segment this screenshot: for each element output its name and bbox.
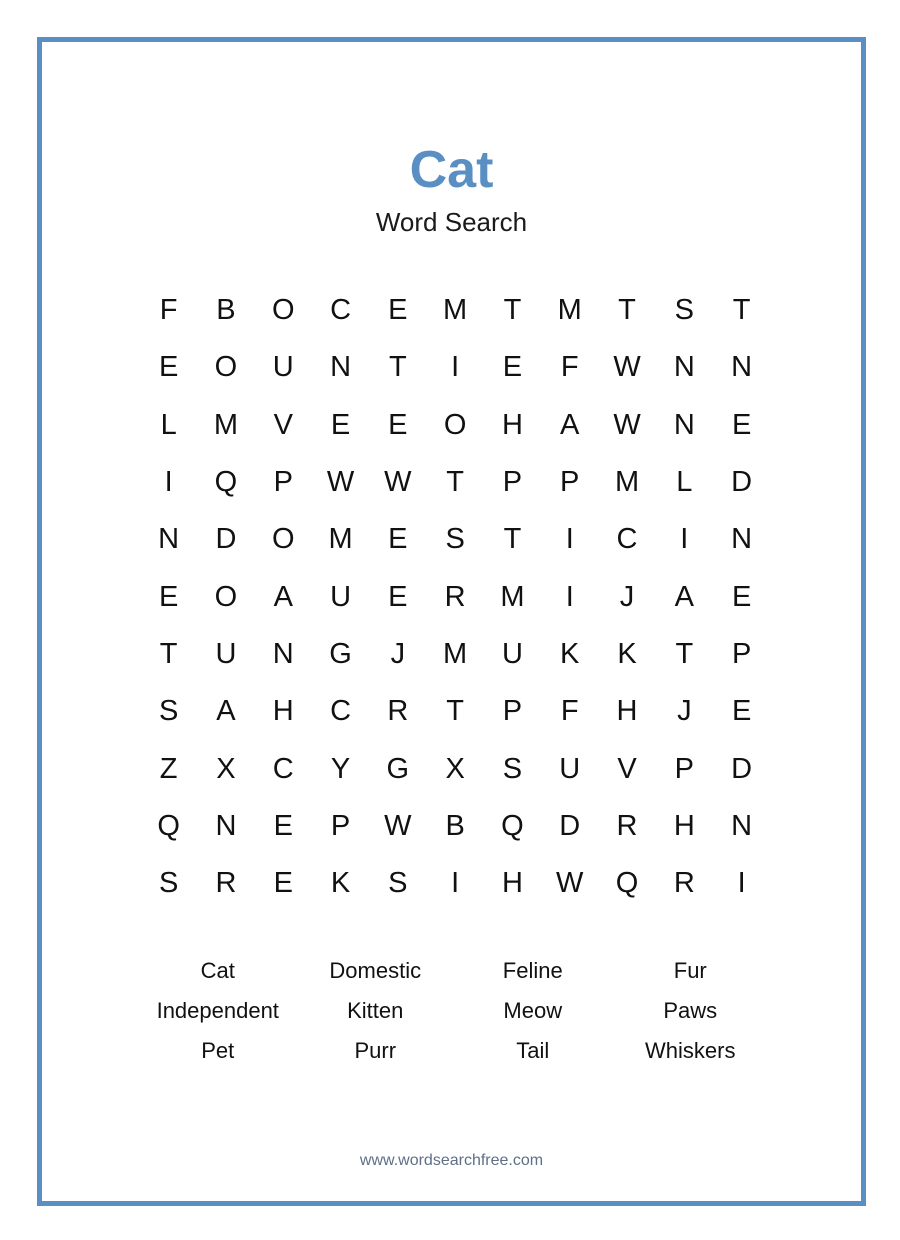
grid-cell: C (330, 695, 352, 728)
word-list-item: Purr (354, 1038, 397, 1063)
grid-cell: P (273, 466, 293, 499)
grid-cell: I (451, 867, 460, 900)
grid-cell: I (565, 523, 574, 556)
grid-cell: M (328, 523, 353, 556)
word-list-item: Paws (663, 998, 718, 1023)
grid-cell: E (731, 580, 752, 613)
grid-cell: D (215, 523, 237, 556)
grid-cell: L (676, 466, 693, 499)
grid-cell: I (565, 580, 574, 613)
grid-cell: N (158, 523, 180, 556)
word-list-item: Tail (516, 1038, 550, 1063)
grid-cell: E (330, 408, 351, 441)
grid-cell: P (330, 809, 351, 842)
grid-cell: R (215, 867, 237, 900)
puzzle-title: Cat (409, 141, 494, 199)
grid-cell: Q (501, 809, 524, 842)
grid-cell: C (616, 523, 638, 556)
grid-cell: E (388, 408, 408, 441)
grid-cell: X (216, 752, 236, 785)
grid-cell: Q (214, 466, 238, 499)
grid-cell: X (445, 752, 465, 785)
grid-cell: D (731, 752, 753, 785)
word-list (139, 951, 769, 1071)
grid-cell: L (160, 408, 177, 441)
grid-cell: S (158, 867, 179, 900)
grid-cell: K (330, 867, 351, 900)
grid-cell: U (330, 580, 352, 613)
grid-cell: F (560, 695, 579, 728)
grid-cell: C (272, 752, 294, 785)
grid-cell: H (673, 809, 695, 842)
grid-cell: M (500, 580, 525, 613)
grid-cell: T (388, 351, 407, 384)
word-list-item: Fur (673, 958, 707, 983)
grid-cell: G (329, 637, 352, 670)
grid-cell: P (502, 466, 523, 499)
grid-cell: E (731, 695, 752, 728)
grid-cell: S (674, 294, 694, 327)
grid-cell: E (731, 408, 752, 441)
grid-cell: H (272, 695, 294, 728)
grid-cell: S (158, 695, 179, 728)
grid-cell: E (388, 523, 408, 556)
grid-cell: N (330, 351, 352, 384)
grid-cell: O (214, 351, 238, 384)
grid-cell: E (502, 351, 523, 384)
grid-cell: R (673, 867, 695, 900)
grid-cell: N (731, 351, 753, 384)
grid-cell: T (503, 523, 522, 556)
grid-cell: G (386, 752, 410, 785)
grid-cell: I (451, 351, 460, 384)
grid-cell: W (556, 867, 584, 900)
grid-cell: R (444, 580, 466, 613)
grid-cell: T (446, 466, 464, 499)
word-list-item: Cat (200, 958, 235, 983)
grid-cell: S (445, 523, 465, 556)
grid-cell: N (731, 523, 753, 556)
grid-cell: E (158, 580, 179, 613)
grid-cell: R (616, 809, 638, 842)
grid-cell: E (158, 351, 179, 384)
grid-cell: M (213, 408, 239, 441)
grid-cell: S (388, 867, 408, 900)
grid-cell: U (272, 351, 294, 384)
grid-cell: J (677, 695, 692, 728)
grid-cell: M (614, 466, 640, 499)
grid-cell: F (560, 351, 579, 384)
grid-cell: P (502, 695, 523, 728)
word-list-item: Kitten (347, 998, 404, 1023)
grid-cell: I (737, 867, 746, 900)
footer-url: www.wordsearchfree.com (359, 1152, 544, 1169)
letter-grid (140, 282, 770, 912)
grid-cell: W (326, 466, 355, 499)
grid-cell: Q (615, 867, 639, 900)
grid-cell: O (271, 523, 295, 556)
grid-cell: H (501, 867, 523, 900)
grid-cell: T (732, 294, 751, 327)
grid-cell: B (445, 809, 465, 842)
grid-cell: T (503, 294, 522, 327)
word-list-item: Meow (503, 998, 563, 1023)
grid-cell: M (443, 294, 468, 327)
grid-cell: T (618, 294, 636, 327)
grid-cell: O (271, 294, 295, 327)
grid-cell: M (557, 294, 582, 327)
grid-cell: R (387, 695, 409, 728)
grid-cell: N (731, 809, 753, 842)
grid-cell: K (617, 637, 637, 670)
grid-cell: P (731, 637, 752, 670)
grid-cell: W (384, 466, 412, 499)
grid-cell: U (559, 752, 581, 785)
grid-cell: W (613, 408, 641, 441)
grid-cell: Y (330, 752, 351, 785)
grid-cell: J (619, 580, 635, 613)
word-list-item: Domestic (329, 958, 422, 983)
grid-cell: H (501, 408, 523, 441)
grid-cell: D (559, 809, 581, 842)
grid-cell: M (443, 637, 468, 670)
grid-cell: P (674, 752, 694, 785)
grid-cell: U (501, 637, 523, 670)
grid-cell: T (446, 695, 464, 728)
grid-cell: I (680, 523, 689, 556)
grid-cell: E (388, 294, 408, 327)
grid-cell: W (613, 351, 641, 384)
word-list-item: Independent (156, 998, 279, 1023)
grid-cell: C (330, 294, 352, 327)
grid-cell: F (159, 294, 178, 327)
grid-cell: V (273, 408, 293, 441)
grid-cell: T (159, 637, 178, 670)
grid-cell: O (443, 408, 467, 441)
grid-cell: O (214, 580, 238, 613)
grid-cell: E (273, 809, 293, 842)
grid-cell: K (560, 637, 580, 670)
grid-cell: P (560, 466, 580, 499)
grid-cell: V (617, 752, 637, 785)
grid-cell: D (731, 466, 753, 499)
word-list-item: Pet (201, 1038, 235, 1063)
grid-cell: A (216, 695, 236, 728)
grid-cell: N (673, 351, 695, 384)
grid-cell: Z (159, 752, 178, 785)
grid-cell: A (674, 580, 694, 613)
grid-cell: Q (157, 809, 180, 842)
grid-cell: J (390, 637, 406, 670)
grid-cell: I (164, 466, 173, 499)
grid-cell: N (272, 637, 294, 670)
puzzle-sheet (37, 37, 866, 1206)
grid-cell: N (673, 408, 695, 441)
grid-cell: S (502, 752, 523, 785)
word-list-item: Whiskers (645, 1038, 736, 1063)
grid-cell: W (384, 809, 412, 842)
word-list-item: Feline (502, 958, 563, 983)
grid-cell: H (616, 695, 638, 728)
grid-cell: U (215, 637, 237, 670)
grid-cell: B (216, 294, 236, 327)
grid-cell: E (388, 580, 408, 613)
puzzle-subtitle: Word Search (375, 207, 528, 237)
grid-cell: T (675, 637, 694, 670)
grid-cell: N (215, 809, 237, 842)
grid-cell: E (273, 867, 293, 900)
grid-cell: A (560, 408, 580, 441)
grid-cell: A (273, 580, 293, 613)
